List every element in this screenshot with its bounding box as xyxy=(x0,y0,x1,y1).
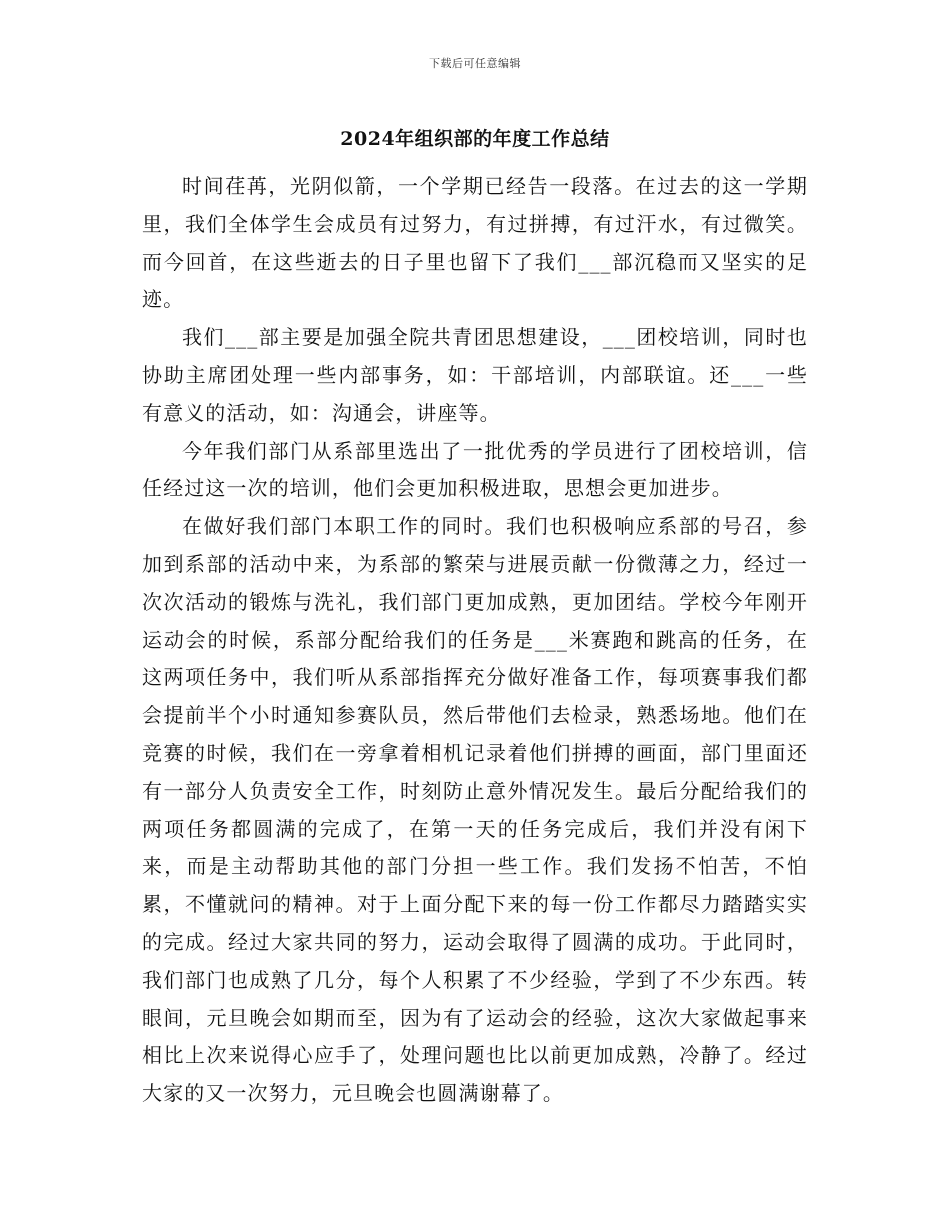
paragraph: 我们___部主要是加强全院共青团思想建设，___团校培训，同时也协助主席团处理一些内部事务，如：干部培训，内部联谊。还___一些有意义的活动，如：沟通会，讲座等。 xyxy=(142,325,808,425)
paragraph: 在做好我们部门本职工作的同时。我们也积极响应系部的号召，参加到系部的活动中来，为系部的繁荣与进展贡献一份微薄之力，经过一次次活动的锻炼与洗礼，我们部门更加成熟，更加团结。学校今年刚开运动会的时候，系部分配给我们的任务是___米赛跑和跳高的任务，在这两项任务中，我们听从系部指挥充分做好准备工作，每项赛事我们都会提前半个小时通知参赛队员，然后带他们去检录，熟悉场地。他们在竞赛的时候，我们在一旁拿着相机记录着他们拼搏的画面，部门里面还有一部分人负责安全工作，时刻防止意外情况发生。最后分配给我们的两项任务都圆满的完成了，在第一天的任务完成后，我们并没有闲下来，而是主动帮助其他的部门分担一些工作。我们发扬不怕苦，不怕累，不懂就问的精神。对于上面分配下来的每一份工作都尽力踏踏实实的完成。经过大家共同的努力，运动会取得了圆满的成功。于此同时，我们部门也成熟了几分，每个人积累了不少经验，学到了不少东西。转眼间，元旦晚会如期而至，因为有了运动会的经验，这次大家做起事来相比上次来说得心应手了，处理问题也比以前更加成熟，冷静了。经过大家的又一次努力，元旦晚会也圆满谢幕了。 xyxy=(142,514,808,1106)
document-title: 2024年组织部的年度工作总结 xyxy=(340,128,610,150)
document-body xyxy=(142,168,808,1113)
header-note: 下载后可任意编辑 xyxy=(429,57,521,70)
paragraph: 今年我们部门从系部里选出了一批优秀的学员进行了团校培训，信任经过这一次的培训，他们会更加积极进取，思想会更加进步。 xyxy=(142,438,808,501)
paragraph: 时间荏苒，光阴似箭，一个学期已经告一段落。在过去的这一学期里，我们全体学生会成员有过努力，有过拼搏，有过汗水，有过微笑。而今回首，在这些逝去的日子里也留下了我们___部沉稳而又坚实的足迹。 xyxy=(142,174,808,312)
